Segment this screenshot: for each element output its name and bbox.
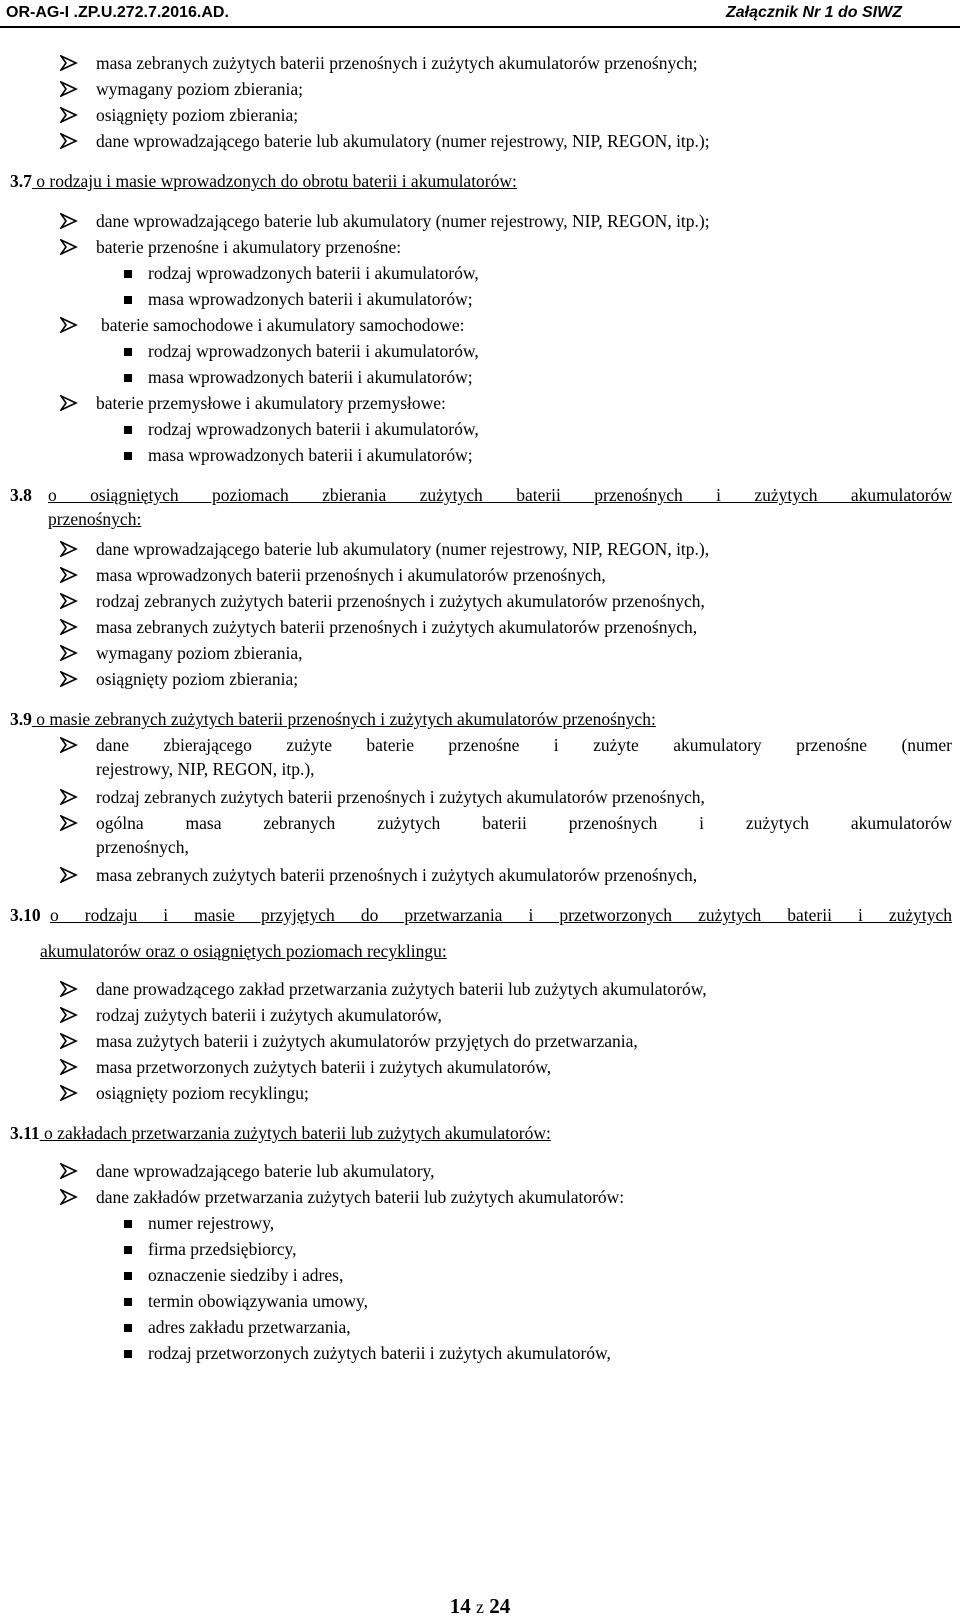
arrow-bullet-icon	[60, 616, 78, 638]
section-number: 3.11	[10, 1123, 40, 1143]
list-item: osiągnięty poziom recyklingu;	[96, 1083, 309, 1103]
list-item: dane zakładów przetwarzania zużytych baterii lub zużytych akumulatorów:	[96, 1187, 625, 1207]
square-bullet-icon	[124, 270, 132, 278]
list-item: masa wprowadzonych baterii przenośnych i akumulatorów przenośnych,	[96, 565, 606, 585]
arrow-bullet-icon	[60, 786, 78, 808]
square-bullet-icon	[124, 1350, 132, 1358]
section-number: 3.10	[10, 905, 41, 925]
arrow-bullet-icon	[60, 538, 78, 560]
section-title-line-2: akumulatorów oraz o osiągniętych poziomach recyklingu:	[40, 941, 447, 961]
arrow-bullet-icon	[60, 642, 78, 664]
list-item: dane wprowadzającego baterie lub akumulatory (numer rejestrowy, NIP, REGON, itp.);	[96, 211, 710, 231]
arrow-bullet-icon	[60, 104, 78, 126]
arrow-bullet-icon	[60, 1160, 78, 1182]
section-title: o rodzaju i masie wprowadzonych do obrotu baterii i akumulatorów:	[31, 171, 517, 191]
section-heading-3-7	[10, 170, 517, 192]
arrow-bullet-icon	[60, 52, 78, 74]
section-title: o masie zebranych zużytych baterii przenośnych i zużytych akumulatorów przenośnych:	[31, 709, 656, 729]
square-bullet-icon	[124, 1220, 132, 1228]
document-reference: OR-AG-I .ZP.U.272.7.2016.AD.	[6, 4, 229, 21]
section-title-line-2: przenośnych:	[48, 509, 142, 529]
list-item: wymagany poziom zbierania,	[96, 643, 303, 663]
arrow-bullet-icon	[60, 978, 78, 1000]
list-item: wymagany poziom zbierania;	[96, 79, 304, 99]
list-item: rodzaj zebranych zużytych baterii przenośnych i zużytych akumulatorów przenośnych,	[96, 591, 705, 611]
list-item: dane wprowadzającego baterie lub akumulatory,	[96, 1161, 435, 1181]
square-bullet-icon	[124, 1324, 132, 1332]
page-number	[0, 1594, 960, 1619]
arrow-bullet-icon	[60, 314, 78, 336]
sub-list-item: rodzaj wprowadzonych baterii i akumulatorów,	[148, 341, 479, 361]
page-header	[0, 2, 960, 28]
total-pages: 24	[489, 1594, 511, 1618]
arrow-bullet-icon	[60, 392, 78, 414]
sub-list-item: masa wprowadzonych baterii i akumulatorów;	[148, 367, 473, 387]
arrow-bullet-icon	[60, 812, 78, 834]
sub-list-item: firma przedsiębiorcy,	[148, 1239, 297, 1259]
sub-list-item: masa wprowadzonych baterii i akumulatorów;	[148, 445, 473, 465]
section-title: o zakładach przetwarzania zużytych baterii lub zużytych akumulatorów:	[39, 1123, 551, 1143]
arrow-bullet-icon	[60, 734, 78, 756]
arrow-bullet-icon	[60, 864, 78, 886]
list-item: osiągnięty poziom zbierania;	[96, 105, 299, 125]
list-item: ogólna masa zebranych zużytych baterii przenośnych i zużytych akumulatorów	[96, 813, 952, 833]
arrow-bullet-icon	[60, 1004, 78, 1026]
current-page: 14	[449, 1594, 471, 1618]
list-item: baterie przenośne i akumulatory przenośne:	[96, 237, 402, 257]
sub-list-item: oznaczenie siedziby i adres,	[148, 1265, 344, 1285]
list-item: rodzaj zużytych baterii i zużytych akumulatorów,	[96, 1005, 442, 1025]
arrow-bullet-icon	[60, 236, 78, 258]
list-item: masa zebranych zużytych baterii przenośnych i zużytych akumulatorów przenośnych,	[96, 865, 698, 885]
arrow-bullet-icon	[60, 1056, 78, 1078]
sub-list-item: rodzaj wprowadzonych baterii i akumulatorów,	[148, 263, 479, 283]
square-bullet-icon	[124, 452, 132, 460]
arrow-bullet-icon	[60, 590, 78, 612]
list-item: baterie samochodowe i akumulatory samochodowe:	[101, 315, 465, 335]
square-bullet-icon	[124, 296, 132, 304]
section-title-line-1: o rodzaju i masie przyjętych do przetwarzania i przetworzonych zużytych baterii i zużytych	[50, 905, 952, 925]
section-heading-3-11	[10, 1122, 551, 1144]
section-number: 3.7	[10, 171, 32, 191]
list-item: masa zużytych baterii i zużytych akumulatorów przyjętych do przetwarzania,	[96, 1031, 638, 1051]
square-bullet-icon	[124, 1246, 132, 1254]
square-bullet-icon	[124, 1272, 132, 1280]
list-item: osiągnięty poziom zbierania;	[96, 669, 299, 689]
list-item: masa przetworzonych zużytych baterii i zużytych akumulatorów,	[96, 1057, 552, 1077]
list-item: dane prowadzącego zakład przetwarzania zużytych baterii lub zużytych akumulatorów,	[96, 979, 707, 999]
sub-list-item: rodzaj wprowadzonych baterii i akumulatorów,	[148, 419, 479, 439]
sub-list-item: adres zakładu przetwarzania,	[148, 1317, 351, 1337]
arrow-bullet-icon	[60, 1186, 78, 1208]
square-bullet-icon	[124, 1298, 132, 1306]
arrow-bullet-icon	[60, 1030, 78, 1052]
arrow-bullet-icon	[60, 130, 78, 152]
sub-list-item: rodzaj przetworzonych zużytych baterii i zużytych akumulatorów,	[148, 1343, 611, 1363]
square-bullet-icon	[124, 426, 132, 434]
section-title-line-1: o osiągniętych poziomach zbierania zużytych baterii przenośnych i zużytych akumulatorów	[48, 485, 952, 505]
arrow-bullet-icon	[60, 78, 78, 100]
list-item: dane wprowadzającego baterie lub akumulatory (numer rejestrowy, NIP, REGON, itp.),	[96, 539, 710, 559]
section-number: 3.9	[10, 709, 32, 729]
list-item: masa zebranych zużytych baterii przenośnych i zużytych akumulatorów przenośnych,	[96, 617, 698, 637]
section-number: 3.8	[10, 485, 32, 505]
arrow-bullet-icon	[60, 668, 78, 690]
attachment-label: Załącznik Nr 1 do SIWZ	[725, 4, 902, 21]
list-item-continuation: przenośnych,	[96, 837, 189, 857]
arrow-bullet-icon	[60, 210, 78, 232]
page-separator: z	[476, 1597, 484, 1617]
square-bullet-icon	[124, 348, 132, 356]
list-item: rodzaj zebranych zużytych baterii przenośnych i zużytych akumulatorów przenośnych,	[96, 787, 705, 807]
arrow-bullet-icon	[60, 564, 78, 586]
sub-list-item: numer rejestrowy,	[148, 1213, 275, 1233]
sub-list-item: termin obowiązywania umowy,	[148, 1291, 368, 1311]
square-bullet-icon	[124, 374, 132, 382]
sub-list-item: masa wprowadzonych baterii i akumulatorów;	[148, 289, 473, 309]
list-item: baterie przemysłowe i akumulatory przemysłowe:	[96, 393, 446, 413]
arrow-bullet-icon	[60, 1082, 78, 1104]
list-item-continuation: rejestrowy, NIP, REGON, itp.),	[96, 759, 315, 779]
list-item: dane wprowadzającego baterie lub akumulatory (numer rejestrowy, NIP, REGON, itp.);	[96, 131, 710, 151]
list-item: dane zbierającego zużyte baterie przenośne i zużyte akumulatory przenośne (numer	[96, 735, 952, 755]
section-heading-3-9	[10, 708, 656, 730]
list-item: masa zebranych zużytych baterii przenośnych i zużytych akumulatorów przenośnych;	[96, 53, 698, 73]
